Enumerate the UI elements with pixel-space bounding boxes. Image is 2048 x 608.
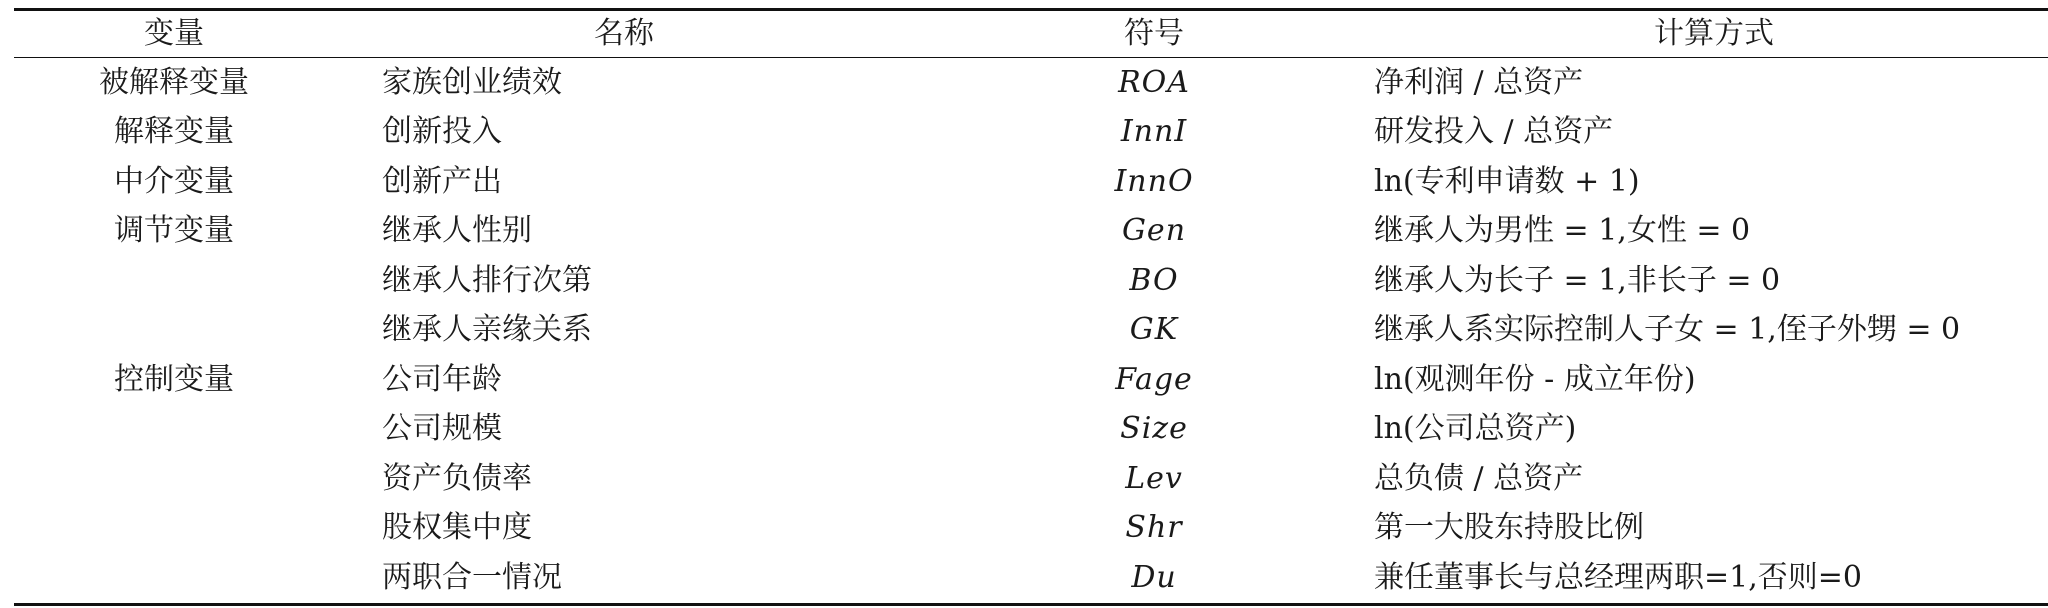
cell-name: 两职合一情况	[334, 553, 974, 604]
table-row	[14, 108, 2048, 158]
cell-name: 创新投入	[382, 114, 502, 150]
header-variable: 变量	[14, 10, 334, 58]
cell-variable: 解释变量	[114, 114, 234, 150]
cell-variable	[14, 405, 334, 455]
cell-calculation: 继承人为长子 = 1,非长子 = 0	[1374, 262, 1781, 298]
variable-definition-table	[14, 8, 2048, 606]
cell-symbol: Size	[1120, 411, 1188, 447]
cell-name: 公司年龄	[382, 361, 502, 397]
header-name: 名称	[334, 10, 974, 58]
table-row	[14, 504, 2048, 554]
cell-calculation: 继承人系实际控制人子女 = 1,侄子外甥 = 0	[1374, 312, 1961, 348]
cell-calculation: 总负债 / 总资产	[1374, 460, 1584, 496]
table-row	[14, 355, 2048, 405]
cell-calculation: ln(观测年份 - 成立年份)	[1374, 361, 1696, 397]
table-row	[14, 256, 2048, 306]
cell-symbol: Lev	[1125, 460, 1183, 496]
cell-variable	[14, 553, 334, 604]
table-row	[14, 157, 2048, 207]
cell-calculation: 继承人为男性 = 1,女性 = 0	[1374, 213, 1751, 249]
table-row	[14, 405, 2048, 455]
cell-symbol: Shr	[1125, 510, 1183, 546]
cell-name: 继承人排行次第	[382, 262, 592, 298]
cell-variable	[14, 504, 334, 554]
cell-variable	[14, 454, 334, 504]
cell-name: 股权集中度	[382, 510, 532, 546]
header-calculation: 计算方式	[1334, 10, 2048, 58]
cell-calculation: 研发投入 / 总资产	[1374, 114, 1614, 150]
cell-symbol: Gen	[1121, 213, 1187, 249]
cell-name: 创新产出	[382, 163, 502, 199]
header-symbol: 符号	[974, 10, 1334, 58]
cell-calculation: 第一大股东持股比例	[1374, 510, 1644, 546]
variable-definition-table-container	[14, 8, 2034, 606]
cell-symbol: ROA	[1118, 64, 1190, 100]
table-row	[14, 58, 2048, 108]
cell-variable: 中介变量	[114, 163, 234, 199]
cell-calculation: 兼任董事长与总经理两职=1,否则=0	[1334, 553, 2048, 604]
table-row	[14, 553, 2048, 604]
header-row	[14, 10, 2048, 58]
table-row	[14, 454, 2048, 504]
cell-calculation: 净利润 / 总资产	[1374, 64, 1584, 100]
cell-name: 公司规模	[382, 411, 502, 447]
cell-name: 资产负债率	[382, 460, 532, 496]
cell-name: 继承人性别	[382, 213, 532, 249]
cell-symbol: InnO	[1114, 163, 1194, 199]
cell-symbol: InnI	[1120, 114, 1188, 150]
cell-symbol: Du	[974, 553, 1334, 604]
table-header	[14, 10, 2048, 58]
cell-name: 家族创业绩效	[382, 64, 562, 100]
table-row	[14, 306, 2048, 356]
cell-variable	[14, 256, 334, 306]
cell-symbol: GK	[1129, 312, 1179, 348]
cell-symbol: Fage	[1115, 361, 1193, 397]
cell-variable: 控制变量	[114, 361, 234, 397]
cell-variable: 被解释变量	[99, 64, 249, 100]
cell-variable: 调节变量	[114, 213, 234, 249]
cell-variable	[14, 306, 334, 356]
cell-calculation: ln(专利申请数 + 1)	[1374, 163, 1640, 199]
cell-calculation: ln(公司总资产)	[1374, 411, 1577, 447]
table-row	[14, 207, 2048, 257]
cell-symbol: BO	[1129, 262, 1179, 298]
cell-name: 继承人亲缘关系	[382, 312, 592, 348]
table-body	[14, 58, 2048, 605]
